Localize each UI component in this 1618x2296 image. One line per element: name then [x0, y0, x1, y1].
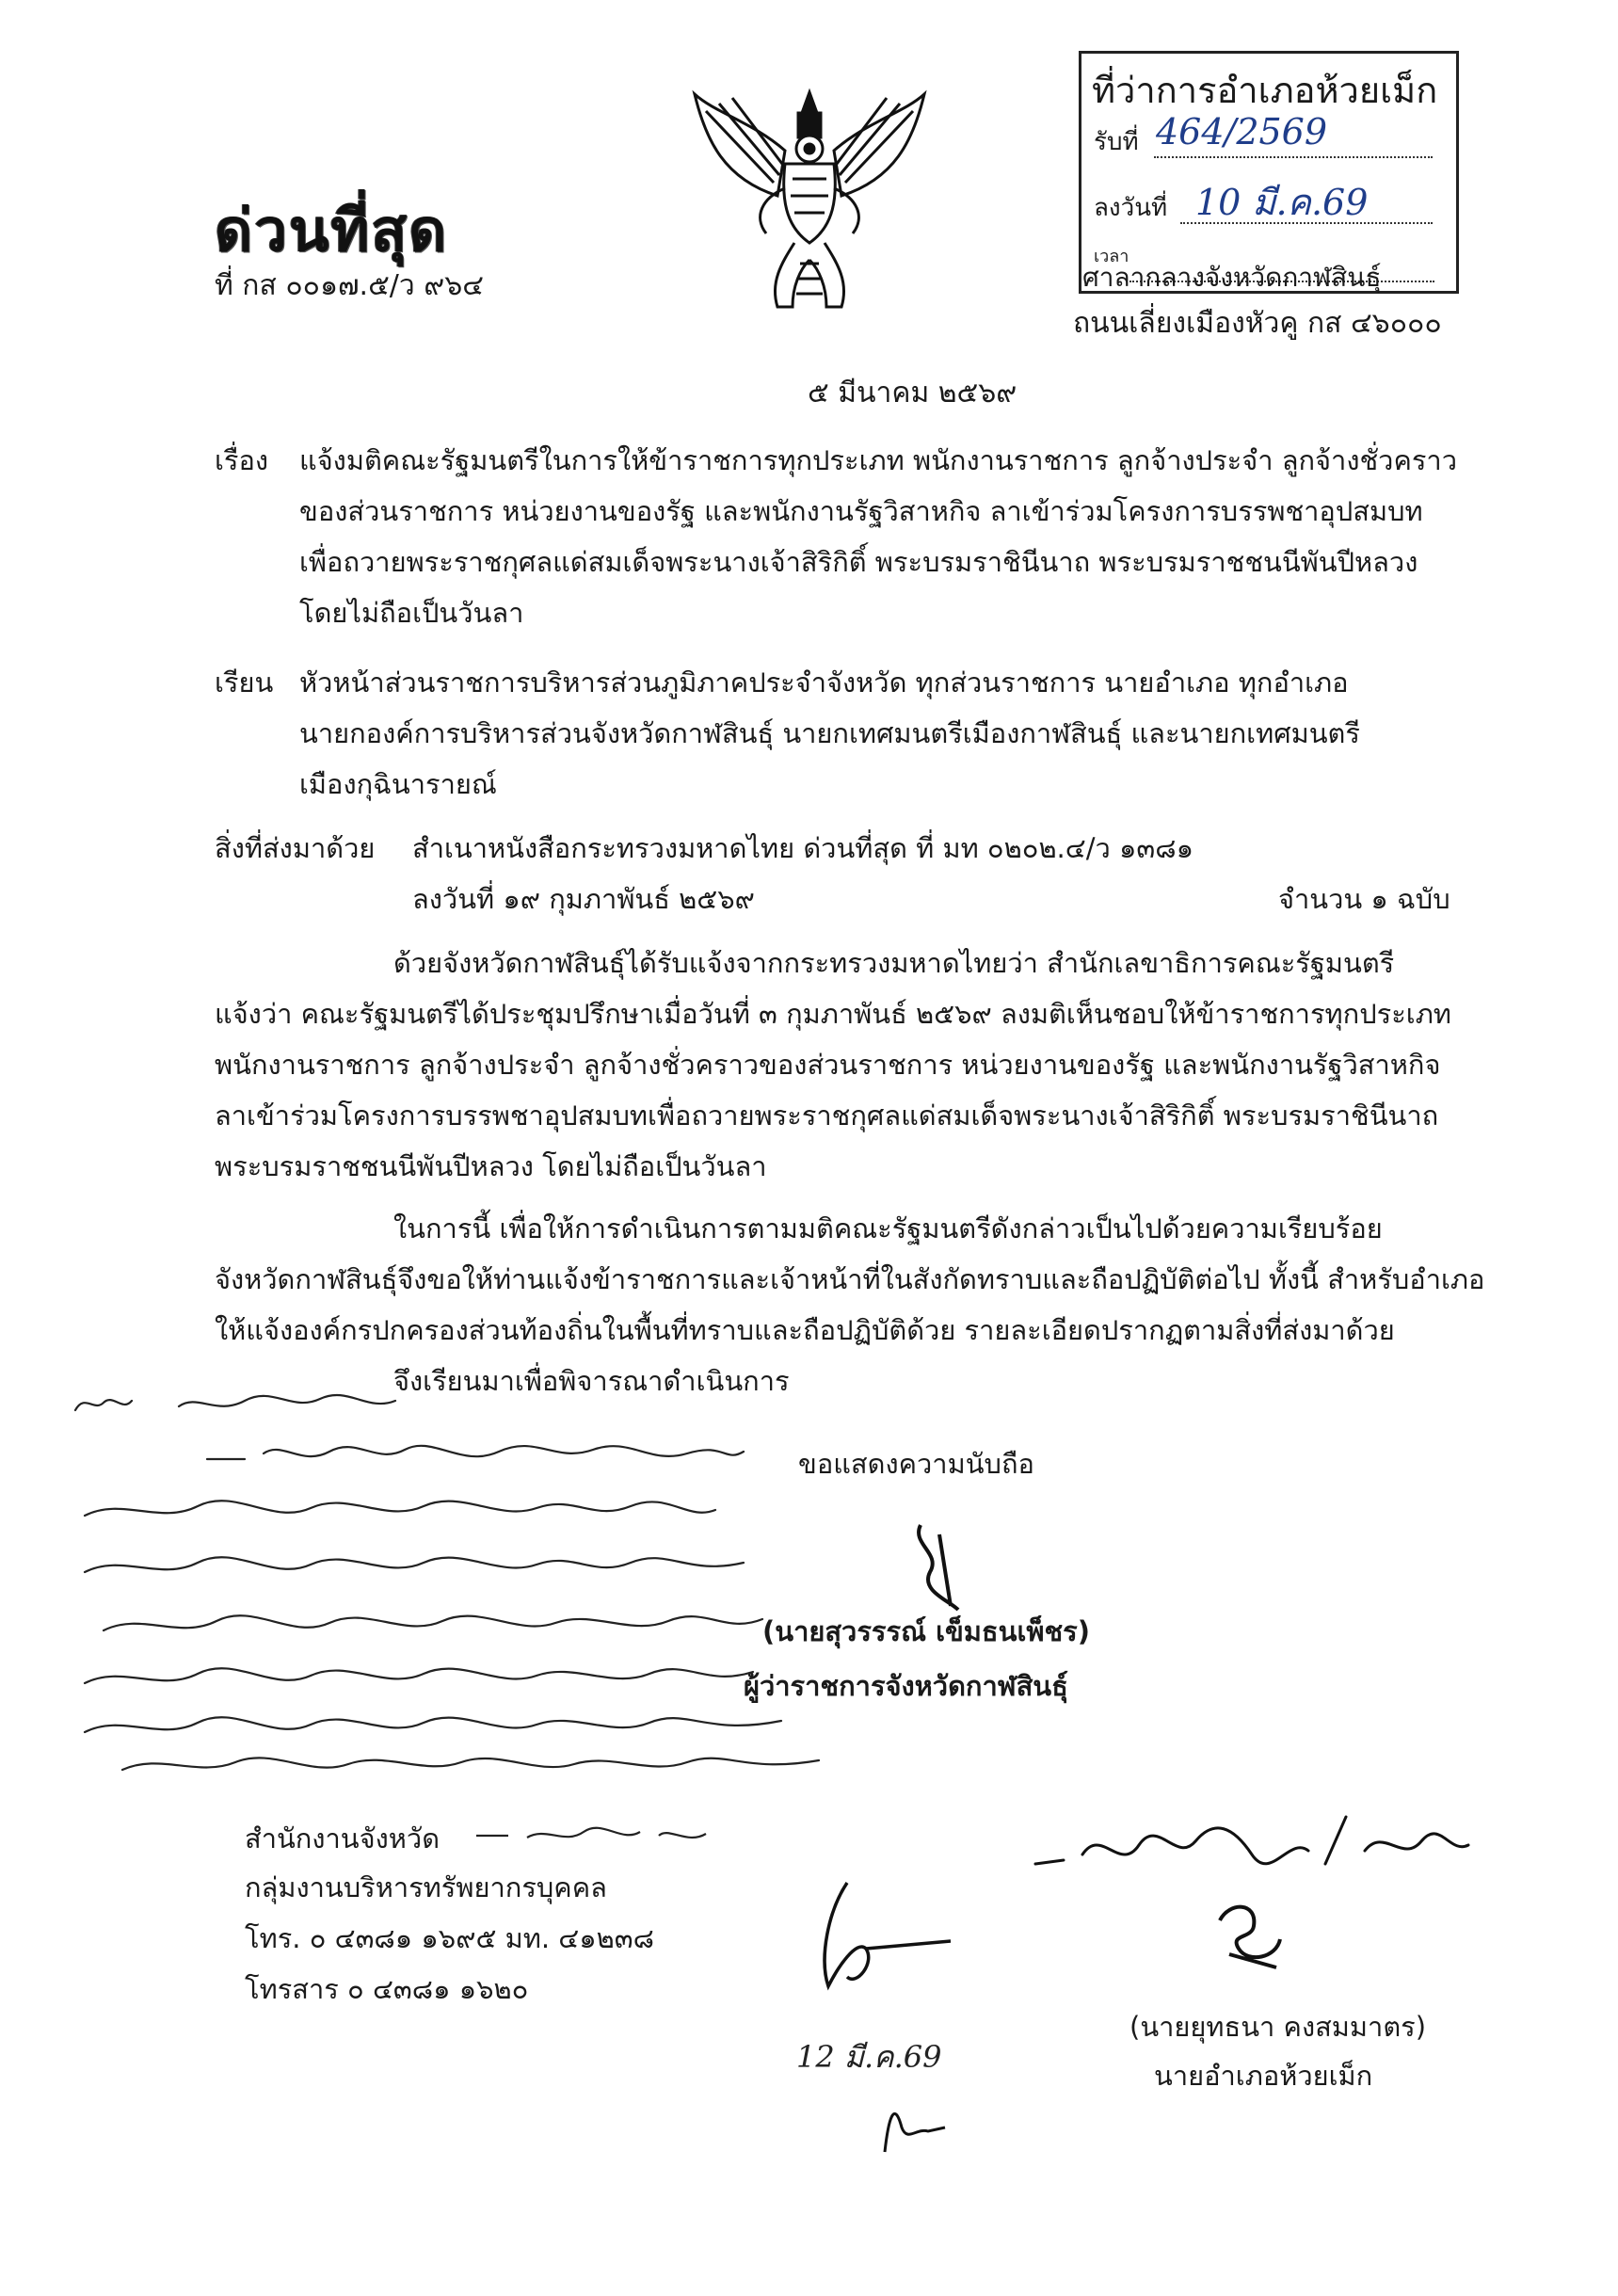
- to-label: เรียน: [215, 666, 274, 698]
- body-line: จังหวัดกาฬสินธุ์จึงขอให้ท่านแจ้งข้าราชการและเจ้าหน้าที่ในสังกัดทราบและถือปฏิบัติต่อไป ทั้งนี้ สำหรับอำเภอ: [215, 1263, 1485, 1295]
- body-paragraph-2: [215, 1203, 1495, 1356]
- contact-handwritten-note: [471, 1817, 715, 1854]
- handwritten-date: 12 มี.ค.69: [796, 2039, 942, 2075]
- office-road: ถนนเลี่ยงเมืองหัวคู กส ๔๖๐๐๐: [1073, 307, 1442, 340]
- stamp-date-label: ลงวันที่: [1094, 194, 1168, 222]
- body-line: ในการนี้ เพื่อให้การดำเนินการตามมติคณะรัฐมนตรีดังกล่าวเป็นไปด้วยความเรียบร้อย: [393, 1212, 1383, 1244]
- governor-name: (นายสุวรรรณ์ เข็มธนเพ็ชร): [762, 1615, 1090, 1647]
- stamp-title: ที่ว่าการอำเภอห้วยเม็ก: [1092, 70, 1438, 111]
- district-officer-position: นายอำเภอห้วยเม็ก: [1154, 2060, 1373, 2092]
- district-officer-name: (นายยุทธนา คงสมมาตร): [1129, 2011, 1427, 2043]
- garuda-emblem: [687, 85, 932, 320]
- body-line: ลาเข้าร่วมโครงการบรรพชาอุปสมบทเพื่อถวายพระราชกุศลแด่สมเด็จพระนางเจ้าสิริกิติ์ พระบรมราชินีนาถ: [215, 1100, 1439, 1132]
- office-address: ศาลากลางจังหวัดกาฬสินธุ์: [1082, 262, 1382, 293]
- subject-line: ของส่วนราชการ หน่วยงานของรัฐ และพนักงานรัฐวิสาหกิจ ลาเข้าร่วมโครงการบรรพชาอุปสมบท: [299, 495, 1423, 527]
- stamp-received-value: 464/2569: [1156, 111, 1328, 153]
- enclosure-count: จำนวน ๑ ฉบับ: [1278, 883, 1450, 915]
- governor-position: ผู้ว่าราชการจังหวัดกาฬสินธุ์: [744, 1670, 1068, 1702]
- contact-fax: โทรสาร ๐ ๔๓๘๑ ๑๖๒๐: [245, 1973, 529, 2005]
- to-text: [299, 657, 1523, 810]
- stamp-received-line: [1154, 156, 1433, 158]
- district-signature: [1201, 1892, 1295, 1977]
- body-line: พนักงานราชการ ลูกจ้างประจำ ลูกจ้างชั่วคราวของส่วนราชการ หน่วยงานของรัฐ และพนักงานรัฐวิสาหกิจ: [215, 1049, 1441, 1081]
- letter-date: ๕ มีนาคม ๒๕๖๙: [808, 377, 1017, 409]
- subject-line: เพื่อถวายพระราชกุศลแด่สมเด็จพระนางเจ้าสิริกิติ์ พระบรมราชินีนาถ พระบรมราชชนนีพันปีหลวง: [299, 546, 1418, 578]
- contact-office: สำนักงานจังหวัด: [245, 1822, 441, 1854]
- enclosure-line-1: สำเนาหนังสือกระทรวงมหาดไทย ด่วนที่สุด ที่ มท ๐๒๐๒.๔/ว ๑๓๘๑: [412, 832, 1194, 864]
- body-line: ให้แจ้งองค์กรปกครองส่วนท้องถิ่นในพื้นที่ทราบและถือปฏิบัติด้วย รายละเอียดปรากฏตามสิ่งที่ส่งมาด้วย: [215, 1314, 1395, 1346]
- body-line: ด้วยจังหวัดกาฬสินธุ์ได้รับแจ้งจากกระทรวงมหาดไทยว่า สำนักเลขาธิการคณะรัฐมนตรี: [393, 947, 1395, 979]
- to-line: นายกองค์การบริหารส่วนจังหวัดกาฬสินธุ์ นายกเทศมนตรีเมืองกาฬสินธุ์ และนายกเทศมนตรี: [299, 717, 1360, 749]
- stamp-received-label: รับที่: [1094, 128, 1139, 156]
- subject-line: แจ้งมติคณะรัฐมนตรีในการให้ข้าราชการทุกประเภท พนักงานราชการ ลูกจ้างประจำ ลูกจ้างชั่วคราว: [299, 444, 1457, 476]
- district-handwritten-note: [1026, 1789, 1478, 1902]
- regards: ขอแสดงความนับถือ: [798, 1448, 1034, 1480]
- subject-label: เรื่อง: [215, 444, 269, 476]
- body-paragraph-1: [215, 938, 1495, 1192]
- closing-line: จึงเรียนมาเพื่อพิจารณาดำเนินการ: [393, 1365, 790, 1397]
- enclosure-label: สิ่งที่ส่งมาด้วย: [215, 832, 376, 864]
- to-line: หัวหน้าส่วนราชการบริหารส่วนภูมิภาคประจำจังหวัด ทุกส่วนราชการ นายอำเภอ ทุกอำเภอ: [299, 666, 1349, 698]
- body-line: แจ้งว่า คณะรัฐมนตรีได้ประชุมปรึกษาเมื่อวันที่ ๓ กุมภาพันธ์ ๒๕๖๙ ลงมติเห็นชอบให้ข้าราชการทุกประเภท: [215, 998, 1451, 1030]
- initials-mark: [875, 2090, 951, 2156]
- deputy-signature: [791, 1873, 960, 2005]
- stamp-time-label: เวลา: [1094, 247, 1129, 266]
- contact-tel: โทร. ๐ ๔๓๘๑ ๑๖๙๕ มท. ๔๑๒๓๘: [245, 1922, 654, 1954]
- to-line: เมืองกุฉินารายณ์: [299, 768, 497, 800]
- contact-group: กลุ่มงานบริหารทรัพยากรบุคคล: [245, 1871, 607, 1903]
- handwritten-note: [66, 1384, 838, 1779]
- subject-text: [299, 435, 1523, 638]
- stamp-date-value: 10 มี.ค.69: [1195, 182, 1369, 223]
- urgency-stamp: ด่วนที่สุด: [215, 196, 449, 265]
- enclosure-line-2: ลงวันที่ ๑๙ กุมภาพันธ์ ๒๕๖๙: [412, 883, 755, 915]
- subject-line: โดยไม่ถือเป็นวันลา: [299, 597, 524, 629]
- body-line: พระบรมราชชนนีพันปีหลวง โดยไม่ถือเป็นวันลา: [215, 1150, 767, 1182]
- governor-signature: [892, 1516, 977, 1619]
- reference-number: ที่ กส ๐๐๑๗.๕/ว ๙๖๔: [215, 269, 484, 302]
